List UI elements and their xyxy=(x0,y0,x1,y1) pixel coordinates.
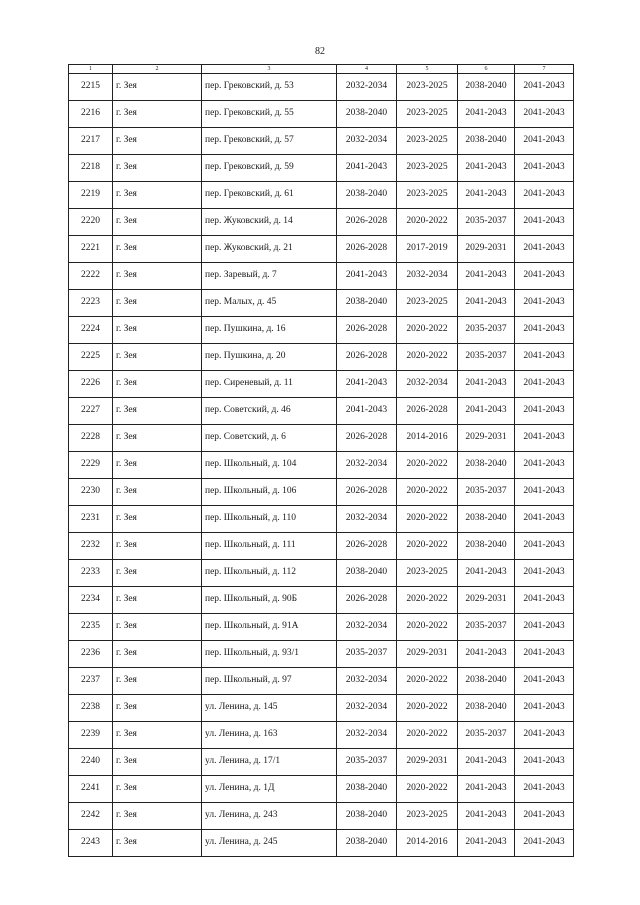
cell-row-number: 2215 xyxy=(69,74,113,101)
cell-period-4: 2041-2043 xyxy=(337,263,397,290)
cell-period-6: 2035-2037 xyxy=(458,479,515,506)
table-row xyxy=(69,371,574,398)
cell-settlement: г. Зея xyxy=(113,371,202,398)
cell-period-7: 2041-2043 xyxy=(515,128,574,155)
cell-period-6: 2035-2037 xyxy=(458,614,515,641)
cell-period-5: 2029-2031 xyxy=(397,749,458,776)
table-row xyxy=(69,398,574,425)
cell-period-5: 2032-2034 xyxy=(397,371,458,398)
cell-period-6: 2029-2031 xyxy=(458,236,515,263)
cell-period-7: 2041-2043 xyxy=(515,668,574,695)
cell-period-6: 2041-2043 xyxy=(458,155,515,182)
cell-address: пер. Жуковский, д. 14 xyxy=(202,209,337,236)
cell-period-4: 2035-2037 xyxy=(337,641,397,668)
cell-address: пер. Заревый, д. 7 xyxy=(202,263,337,290)
cell-row-number: 2235 xyxy=(69,614,113,641)
cell-period-5: 2023-2025 xyxy=(397,560,458,587)
cell-period-6: 2041-2043 xyxy=(458,371,515,398)
cell-period-7: 2041-2043 xyxy=(515,776,574,803)
cell-address: пер. Пушкина, д. 20 xyxy=(202,344,337,371)
cell-period-4: 2026-2028 xyxy=(337,344,397,371)
cell-address: пер. Грековский, д. 57 xyxy=(202,128,337,155)
cell-period-5: 2020-2022 xyxy=(397,479,458,506)
cell-row-number: 2226 xyxy=(69,371,113,398)
table-row xyxy=(69,749,574,776)
table-row xyxy=(69,641,574,668)
column-header-4: 4 xyxy=(337,65,397,74)
cell-address: пер. Советский, д. 46 xyxy=(202,398,337,425)
cell-period-7: 2041-2043 xyxy=(515,182,574,209)
cell-address: пер. Школьный, д. 97 xyxy=(202,668,337,695)
cell-period-6: 2035-2037 xyxy=(458,317,515,344)
cell-period-4: 2032-2034 xyxy=(337,128,397,155)
cell-period-5: 2020-2022 xyxy=(397,668,458,695)
cell-row-number: 2227 xyxy=(69,398,113,425)
cell-settlement: г. Зея xyxy=(113,587,202,614)
cell-period-4: 2032-2034 xyxy=(337,695,397,722)
cell-period-7: 2041-2043 xyxy=(515,506,574,533)
table-body xyxy=(69,65,574,857)
cell-period-7: 2041-2043 xyxy=(515,560,574,587)
cell-period-7: 2041-2043 xyxy=(515,344,574,371)
cell-period-5: 2020-2022 xyxy=(397,587,458,614)
cell-address: пер. Школьный, д. 93/1 xyxy=(202,641,337,668)
cell-address: пер. Грековский, д. 55 xyxy=(202,101,337,128)
cell-period-7: 2041-2043 xyxy=(515,479,574,506)
cell-period-4: 2032-2034 xyxy=(337,452,397,479)
cell-period-5: 2023-2025 xyxy=(397,155,458,182)
cell-settlement: г. Зея xyxy=(113,290,202,317)
page-number: 82 xyxy=(315,46,325,57)
cell-period-5: 2023-2025 xyxy=(397,128,458,155)
cell-period-4: 2041-2043 xyxy=(337,371,397,398)
cell-period-5: 2014-2016 xyxy=(397,830,458,857)
cell-address: пер. Жуковский, д. 21 xyxy=(202,236,337,263)
cell-settlement: г. Зея xyxy=(113,803,202,830)
cell-period-5: 2020-2022 xyxy=(397,506,458,533)
cell-row-number: 2221 xyxy=(69,236,113,263)
cell-period-6: 2038-2040 xyxy=(458,452,515,479)
cell-period-5: 2023-2025 xyxy=(397,182,458,209)
cell-address: пер. Школьный, д. 104 xyxy=(202,452,337,479)
cell-period-4: 2041-2043 xyxy=(337,398,397,425)
column-header-6: 6 xyxy=(458,65,515,74)
table-header-row xyxy=(69,65,574,74)
cell-address: пер. Малых, д. 45 xyxy=(202,290,337,317)
table-row xyxy=(69,317,574,344)
table-row xyxy=(69,182,574,209)
cell-period-5: 2020-2022 xyxy=(397,776,458,803)
table-row xyxy=(69,614,574,641)
cell-period-7: 2041-2043 xyxy=(515,722,574,749)
cell-address: пер. Школьный, д. 106 xyxy=(202,479,337,506)
column-header-5: 5 xyxy=(397,65,458,74)
cell-row-number: 2223 xyxy=(69,290,113,317)
cell-settlement: г. Зея xyxy=(113,209,202,236)
cell-period-5: 2020-2022 xyxy=(397,452,458,479)
cell-period-4: 2026-2028 xyxy=(337,317,397,344)
cell-period-6: 2041-2043 xyxy=(458,641,515,668)
cell-settlement: г. Зея xyxy=(113,533,202,560)
cell-settlement: г. Зея xyxy=(113,560,202,587)
cell-settlement: г. Зея xyxy=(113,101,202,128)
cell-period-4: 2038-2040 xyxy=(337,101,397,128)
table-row xyxy=(69,587,574,614)
cell-row-number: 2241 xyxy=(69,776,113,803)
table-row xyxy=(69,236,574,263)
registry-table xyxy=(68,64,574,857)
cell-period-6: 2038-2040 xyxy=(458,695,515,722)
cell-period-6: 2041-2043 xyxy=(458,101,515,128)
cell-period-7: 2041-2043 xyxy=(515,614,574,641)
cell-period-7: 2041-2043 xyxy=(515,155,574,182)
cell-period-7: 2041-2043 xyxy=(515,209,574,236)
cell-period-4: 2026-2028 xyxy=(337,209,397,236)
cell-row-number: 2240 xyxy=(69,749,113,776)
cell-row-number: 2231 xyxy=(69,506,113,533)
cell-period-5: 2020-2022 xyxy=(397,722,458,749)
cell-period-6: 2035-2037 xyxy=(458,209,515,236)
cell-settlement: г. Зея xyxy=(113,830,202,857)
cell-address: пер. Школьный, д. 110 xyxy=(202,506,337,533)
cell-period-7: 2041-2043 xyxy=(515,830,574,857)
cell-period-7: 2041-2043 xyxy=(515,452,574,479)
cell-period-5: 2020-2022 xyxy=(397,209,458,236)
cell-period-4: 2038-2040 xyxy=(337,290,397,317)
cell-address: пер. Школьный, д. 91А xyxy=(202,614,337,641)
cell-period-6: 2029-2031 xyxy=(458,425,515,452)
cell-row-number: 2224 xyxy=(69,317,113,344)
cell-period-7: 2041-2043 xyxy=(515,371,574,398)
cell-period-5: 2017-2019 xyxy=(397,236,458,263)
cell-period-6: 2041-2043 xyxy=(458,749,515,776)
cell-period-4: 2032-2034 xyxy=(337,614,397,641)
cell-address: пер. Школьный, д. 112 xyxy=(202,560,337,587)
cell-settlement: г. Зея xyxy=(113,749,202,776)
table-row xyxy=(69,452,574,479)
cell-period-7: 2041-2043 xyxy=(515,587,574,614)
table-row xyxy=(69,776,574,803)
cell-settlement: г. Зея xyxy=(113,128,202,155)
cell-period-7: 2041-2043 xyxy=(515,533,574,560)
cell-period-7: 2041-2043 xyxy=(515,695,574,722)
table-row xyxy=(69,830,574,857)
table-row xyxy=(69,128,574,155)
table-row xyxy=(69,668,574,695)
cell-period-4: 2026-2028 xyxy=(337,479,397,506)
column-header-7: 7 xyxy=(515,65,574,74)
cell-period-5: 2023-2025 xyxy=(397,803,458,830)
cell-period-4: 2038-2040 xyxy=(337,182,397,209)
cell-address: пер. Грековский, д. 59 xyxy=(202,155,337,182)
cell-period-4: 2038-2040 xyxy=(337,560,397,587)
cell-address: пер. Грековский, д. 53 xyxy=(202,74,337,101)
cell-settlement: г. Зея xyxy=(113,479,202,506)
table-row xyxy=(69,560,574,587)
table-row xyxy=(69,533,574,560)
cell-row-number: 2237 xyxy=(69,668,113,695)
cell-period-6: 2041-2043 xyxy=(458,830,515,857)
cell-address: ул. Ленина, д. 17/1 xyxy=(202,749,337,776)
cell-address: пер. Школьный, д. 111 xyxy=(202,533,337,560)
cell-address: пер. Пушкина, д. 16 xyxy=(202,317,337,344)
cell-row-number: 2239 xyxy=(69,722,113,749)
cell-settlement: г. Зея xyxy=(113,776,202,803)
cell-settlement: г. Зея xyxy=(113,182,202,209)
cell-address: ул. Ленина, д. 243 xyxy=(202,803,337,830)
cell-row-number: 2228 xyxy=(69,425,113,452)
cell-period-7: 2041-2043 xyxy=(515,749,574,776)
table-row xyxy=(69,506,574,533)
cell-row-number: 2243 xyxy=(69,830,113,857)
cell-row-number: 2218 xyxy=(69,155,113,182)
table-row xyxy=(69,290,574,317)
cell-address: ул. Ленина, д. 145 xyxy=(202,695,337,722)
cell-address: пер. Школьный, д. 90Б xyxy=(202,587,337,614)
cell-period-6: 2029-2031 xyxy=(458,587,515,614)
cell-period-4: 2038-2040 xyxy=(337,830,397,857)
table-row xyxy=(69,209,574,236)
cell-period-4: 2026-2028 xyxy=(337,587,397,614)
table-row xyxy=(69,155,574,182)
cell-row-number: 2242 xyxy=(69,803,113,830)
cell-period-6: 2038-2040 xyxy=(458,74,515,101)
cell-period-6: 2041-2043 xyxy=(458,290,515,317)
cell-period-5: 2020-2022 xyxy=(397,614,458,641)
cell-settlement: г. Зея xyxy=(113,263,202,290)
cell-period-4: 2026-2028 xyxy=(337,533,397,560)
cell-period-6: 2041-2043 xyxy=(458,398,515,425)
cell-period-6: 2038-2040 xyxy=(458,668,515,695)
cell-period-5: 2020-2022 xyxy=(397,695,458,722)
cell-row-number: 2236 xyxy=(69,641,113,668)
cell-period-5: 2029-2031 xyxy=(397,641,458,668)
cell-row-number: 2229 xyxy=(69,452,113,479)
cell-settlement: г. Зея xyxy=(113,317,202,344)
cell-row-number: 2233 xyxy=(69,560,113,587)
cell-row-number: 2238 xyxy=(69,695,113,722)
cell-period-4: 2032-2034 xyxy=(337,506,397,533)
cell-period-5: 2023-2025 xyxy=(397,290,458,317)
cell-period-7: 2041-2043 xyxy=(515,101,574,128)
cell-period-7: 2041-2043 xyxy=(515,317,574,344)
cell-row-number: 2225 xyxy=(69,344,113,371)
cell-settlement: г. Зея xyxy=(113,452,202,479)
cell-period-4: 2032-2034 xyxy=(337,722,397,749)
cell-period-4: 2032-2034 xyxy=(337,668,397,695)
cell-period-4: 2035-2037 xyxy=(337,749,397,776)
cell-settlement: г. Зея xyxy=(113,398,202,425)
cell-settlement: г. Зея xyxy=(113,614,202,641)
cell-row-number: 2220 xyxy=(69,209,113,236)
cell-period-7: 2041-2043 xyxy=(515,290,574,317)
cell-address: пер. Сиреневый, д. 11 xyxy=(202,371,337,398)
cell-settlement: г. Зея xyxy=(113,425,202,452)
cell-period-5: 2032-2034 xyxy=(397,263,458,290)
cell-period-5: 2026-2028 xyxy=(397,398,458,425)
cell-period-6: 2035-2037 xyxy=(458,722,515,749)
cell-settlement: г. Зея xyxy=(113,668,202,695)
cell-period-4: 2041-2043 xyxy=(337,155,397,182)
cell-period-4: 2038-2040 xyxy=(337,803,397,830)
cell-address: пер. Грековский, д. 61 xyxy=(202,182,337,209)
cell-period-5: 2023-2025 xyxy=(397,101,458,128)
cell-settlement: г. Зея xyxy=(113,74,202,101)
cell-period-4: 2038-2040 xyxy=(337,776,397,803)
table-row xyxy=(69,263,574,290)
cell-row-number: 2232 xyxy=(69,533,113,560)
cell-period-7: 2041-2043 xyxy=(515,641,574,668)
cell-settlement: г. Зея xyxy=(113,722,202,749)
cell-period-4: 2026-2028 xyxy=(337,236,397,263)
table-row xyxy=(69,425,574,452)
cell-period-6: 2041-2043 xyxy=(458,776,515,803)
cell-period-6: 2038-2040 xyxy=(458,128,515,155)
cell-period-5: 2020-2022 xyxy=(397,344,458,371)
cell-period-5: 2020-2022 xyxy=(397,317,458,344)
table-row xyxy=(69,74,574,101)
cell-settlement: г. Зея xyxy=(113,695,202,722)
cell-period-4: 2026-2028 xyxy=(337,425,397,452)
cell-period-5: 2023-2025 xyxy=(397,74,458,101)
cell-settlement: г. Зея xyxy=(113,236,202,263)
cell-settlement: г. Зея xyxy=(113,506,202,533)
cell-settlement: г. Зея xyxy=(113,344,202,371)
cell-row-number: 2230 xyxy=(69,479,113,506)
cell-row-number: 2222 xyxy=(69,263,113,290)
cell-row-number: 2234 xyxy=(69,587,113,614)
cell-address: ул. Ленина, д. 1Д xyxy=(202,776,337,803)
cell-period-7: 2041-2043 xyxy=(515,236,574,263)
cell-period-6: 2041-2043 xyxy=(458,560,515,587)
column-header-2: 2 xyxy=(113,65,202,74)
cell-period-7: 2041-2043 xyxy=(515,425,574,452)
cell-period-6: 2041-2043 xyxy=(458,263,515,290)
cell-period-4: 2032-2034 xyxy=(337,74,397,101)
cell-settlement: г. Зея xyxy=(113,641,202,668)
cell-period-6: 2041-2043 xyxy=(458,803,515,830)
cell-settlement: г. Зея xyxy=(113,155,202,182)
cell-period-5: 2014-2016 xyxy=(397,425,458,452)
cell-period-7: 2041-2043 xyxy=(515,398,574,425)
table-row xyxy=(69,722,574,749)
table-row xyxy=(69,101,574,128)
cell-period-6: 2038-2040 xyxy=(458,533,515,560)
cell-period-6: 2035-2037 xyxy=(458,344,515,371)
table-row xyxy=(69,479,574,506)
cell-row-number: 2219 xyxy=(69,182,113,209)
cell-address: пер. Советский, д. 6 xyxy=(202,425,337,452)
cell-address: ул. Ленина, д. 163 xyxy=(202,722,337,749)
cell-period-7: 2041-2043 xyxy=(515,74,574,101)
cell-period-6: 2038-2040 xyxy=(458,506,515,533)
cell-period-7: 2041-2043 xyxy=(515,263,574,290)
column-header-1: 1 xyxy=(69,65,113,74)
cell-row-number: 2217 xyxy=(69,128,113,155)
table-row xyxy=(69,344,574,371)
cell-address: ул. Ленина, д. 245 xyxy=(202,830,337,857)
cell-period-6: 2041-2043 xyxy=(458,182,515,209)
table-row xyxy=(69,803,574,830)
cell-row-number: 2216 xyxy=(69,101,113,128)
cell-period-5: 2020-2022 xyxy=(397,533,458,560)
column-header-3: 3 xyxy=(202,65,337,74)
cell-period-7: 2041-2043 xyxy=(515,803,574,830)
table-row xyxy=(69,695,574,722)
